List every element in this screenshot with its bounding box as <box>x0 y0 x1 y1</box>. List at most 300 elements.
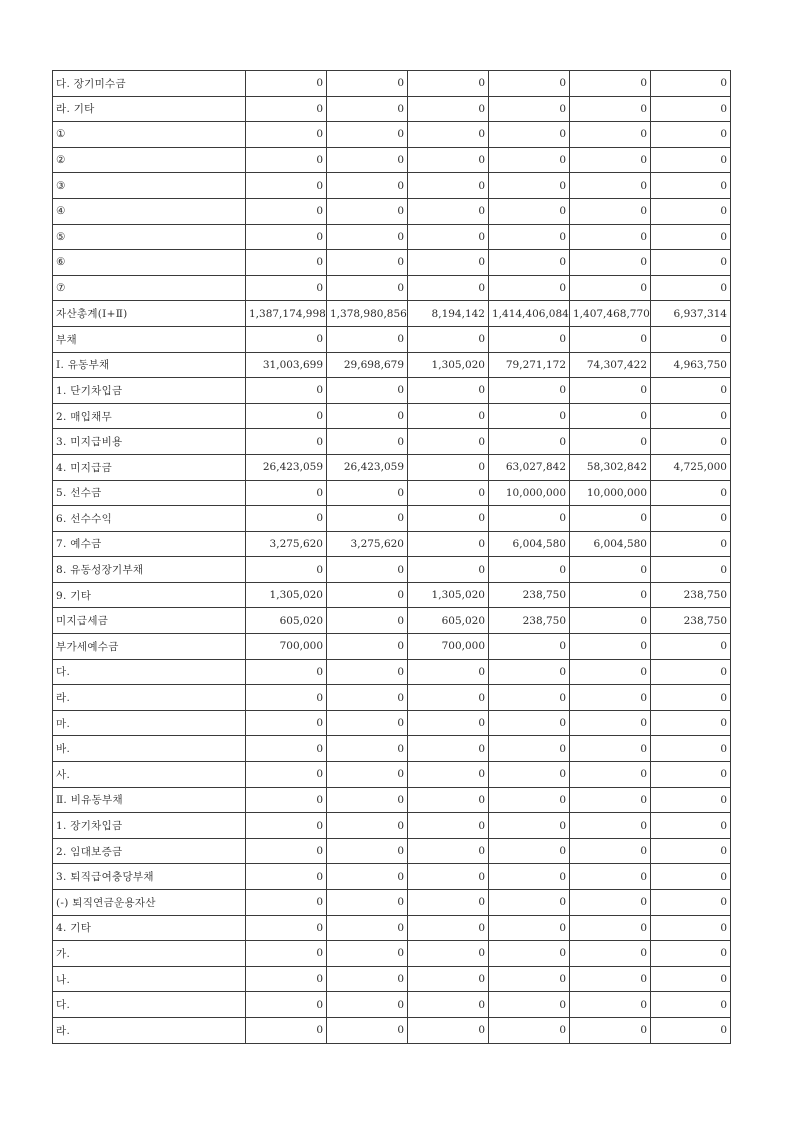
value-cell: 0 <box>489 96 570 122</box>
value-cell: 0 <box>570 96 651 122</box>
value-cell: 0 <box>408 250 489 276</box>
value-cell: 605,020 <box>246 608 327 634</box>
value-cell: 0 <box>651 122 731 148</box>
value-cell: 0 <box>327 557 408 583</box>
value-cell: 0 <box>327 275 408 301</box>
value-cell: 0 <box>327 250 408 276</box>
value-cell: 0 <box>246 813 327 839</box>
value-cell: 0 <box>651 71 731 97</box>
value-cell: 0 <box>246 736 327 762</box>
value-cell: 0 <box>327 966 408 992</box>
table-row <box>53 864 731 890</box>
value-cell: 31,003,699 <box>246 352 327 378</box>
value-cell: 0 <box>651 480 731 506</box>
value-cell: 0 <box>246 557 327 583</box>
table-row <box>53 736 731 762</box>
value-cell: 0 <box>570 787 651 813</box>
value-cell: 0 <box>651 813 731 839</box>
value-cell: 0 <box>570 813 651 839</box>
value-cell: 0 <box>246 173 327 199</box>
value-cell: 0 <box>327 838 408 864</box>
row-label: 7. 예수금 <box>53 531 246 557</box>
value-cell: 0 <box>570 198 651 224</box>
value-cell: 0 <box>327 96 408 122</box>
value-cell: 238,750 <box>489 582 570 608</box>
value-cell: 0 <box>570 608 651 634</box>
value-cell: 0 <box>246 224 327 250</box>
value-cell: 0 <box>489 147 570 173</box>
value-cell: 0 <box>408 890 489 916</box>
row-label: 1. 장기차입금 <box>53 813 246 839</box>
value-cell: 0 <box>327 506 408 532</box>
value-cell: 0 <box>570 71 651 97</box>
table-row <box>53 403 731 429</box>
value-cell: 0 <box>327 71 408 97</box>
value-cell: 0 <box>570 838 651 864</box>
value-cell: 0 <box>651 429 731 455</box>
value-cell: 0 <box>651 710 731 736</box>
value-cell: 0 <box>408 480 489 506</box>
row-label: 4. 미지급금 <box>53 454 246 480</box>
value-cell: 0 <box>489 762 570 788</box>
value-cell: 0 <box>246 122 327 148</box>
value-cell: 0 <box>246 326 327 352</box>
value-cell: 0 <box>408 557 489 583</box>
table-row <box>53 1017 731 1043</box>
value-cell: 0 <box>246 1017 327 1043</box>
value-cell: 0 <box>408 685 489 711</box>
value-cell: 0 <box>327 762 408 788</box>
value-cell: 0 <box>246 710 327 736</box>
value-cell: 1,414,406,084 <box>489 301 570 327</box>
value-cell: 0 <box>651 1017 731 1043</box>
value-cell: 0 <box>570 378 651 404</box>
value-cell: 26,423,059 <box>246 454 327 480</box>
table-row <box>53 326 731 352</box>
value-cell: 0 <box>489 224 570 250</box>
value-cell: 0 <box>327 403 408 429</box>
row-label: ⑦ <box>53 275 246 301</box>
value-cell: 0 <box>246 403 327 429</box>
row-label: 부채 <box>53 326 246 352</box>
value-cell: 0 <box>570 173 651 199</box>
value-cell: 0 <box>489 685 570 711</box>
value-cell: 0 <box>246 685 327 711</box>
value-cell: 0 <box>570 122 651 148</box>
value-cell: 0 <box>570 864 651 890</box>
value-cell: 0 <box>408 710 489 736</box>
value-cell: 29,698,679 <box>327 352 408 378</box>
value-cell: 0 <box>327 992 408 1018</box>
table-row <box>53 992 731 1018</box>
value-cell: 0 <box>246 966 327 992</box>
value-cell: 0 <box>246 480 327 506</box>
value-cell: 0 <box>570 634 651 660</box>
value-cell: 0 <box>651 198 731 224</box>
value-cell: 6,004,580 <box>489 531 570 557</box>
row-label: 자산총계(Ⅰ+Ⅱ) <box>53 301 246 327</box>
row-label: 9. 기타 <box>53 582 246 608</box>
table-row <box>53 352 731 378</box>
value-cell: 0 <box>570 966 651 992</box>
table-row <box>53 557 731 583</box>
row-label: 미지급세금 <box>53 608 246 634</box>
table-row <box>53 582 731 608</box>
value-cell: 0 <box>408 966 489 992</box>
value-cell: 0 <box>651 659 731 685</box>
value-cell: 0 <box>570 582 651 608</box>
value-cell: 0 <box>246 787 327 813</box>
table-row <box>53 659 731 685</box>
value-cell: 0 <box>570 762 651 788</box>
value-cell: 0 <box>651 915 731 941</box>
balance-sheet-table <box>52 70 731 1044</box>
value-cell: 0 <box>246 198 327 224</box>
value-cell: 0 <box>489 1017 570 1043</box>
row-label: ③ <box>53 173 246 199</box>
value-cell: 0 <box>408 941 489 967</box>
table-row <box>53 890 731 916</box>
value-cell: 0 <box>489 813 570 839</box>
value-cell: 0 <box>246 838 327 864</box>
value-cell: 0 <box>246 864 327 890</box>
value-cell: 0 <box>327 429 408 455</box>
value-cell: 26,423,059 <box>327 454 408 480</box>
value-cell: 0 <box>327 173 408 199</box>
value-cell: 0 <box>489 710 570 736</box>
value-cell: 0 <box>651 838 731 864</box>
value-cell: 0 <box>408 122 489 148</box>
value-cell: 0 <box>327 685 408 711</box>
table-row <box>53 685 731 711</box>
value-cell: 0 <box>327 582 408 608</box>
row-label: 나. <box>53 966 246 992</box>
value-cell: 0 <box>570 250 651 276</box>
value-cell: 0 <box>651 250 731 276</box>
value-cell: 0 <box>651 992 731 1018</box>
value-cell: 0 <box>408 736 489 762</box>
value-cell: 238,750 <box>489 608 570 634</box>
value-cell: 0 <box>246 429 327 455</box>
value-cell: 0 <box>570 710 651 736</box>
value-cell: 0 <box>651 275 731 301</box>
value-cell: 0 <box>651 506 731 532</box>
value-cell: 0 <box>651 147 731 173</box>
value-cell: 1,387,174,998 <box>246 301 327 327</box>
value-cell: 0 <box>489 557 570 583</box>
row-label: 3. 퇴직급여충당부채 <box>53 864 246 890</box>
value-cell: 0 <box>570 890 651 916</box>
value-cell: 0 <box>570 659 651 685</box>
table-row <box>53 96 731 122</box>
value-cell: 0 <box>408 147 489 173</box>
row-label: (-) 퇴직연금운용자산 <box>53 890 246 916</box>
value-cell: 0 <box>408 71 489 97</box>
value-cell: 0 <box>408 198 489 224</box>
value-cell: 0 <box>570 275 651 301</box>
value-cell: 0 <box>246 941 327 967</box>
value-cell: 0 <box>651 736 731 762</box>
table-row <box>53 147 731 173</box>
value-cell: 0 <box>246 890 327 916</box>
value-cell: 0 <box>570 429 651 455</box>
value-cell: 0 <box>246 915 327 941</box>
table-row <box>53 813 731 839</box>
value-cell: 0 <box>489 864 570 890</box>
value-cell: 0 <box>570 224 651 250</box>
row-label: 가. <box>53 941 246 967</box>
value-cell: 0 <box>327 941 408 967</box>
row-label: 라. 기타 <box>53 96 246 122</box>
table-row <box>53 275 731 301</box>
value-cell: 0 <box>408 326 489 352</box>
value-cell: 0 <box>408 454 489 480</box>
value-cell: 0 <box>408 659 489 685</box>
value-cell: 0 <box>489 736 570 762</box>
value-cell: 0 <box>246 275 327 301</box>
value-cell: 0 <box>489 634 570 660</box>
value-cell: 0 <box>570 736 651 762</box>
value-cell: 74,307,422 <box>570 352 651 378</box>
value-cell: 58,302,842 <box>570 454 651 480</box>
table-row <box>53 762 731 788</box>
value-cell: 0 <box>327 634 408 660</box>
table-row <box>53 480 731 506</box>
value-cell: 0 <box>651 96 731 122</box>
value-cell: 0 <box>651 378 731 404</box>
value-cell: 0 <box>327 608 408 634</box>
row-label: 다. 장기미수금 <box>53 71 246 97</box>
value-cell: 0 <box>489 838 570 864</box>
value-cell: 1,305,020 <box>408 582 489 608</box>
value-cell: 0 <box>408 429 489 455</box>
value-cell: 0 <box>246 659 327 685</box>
table-row <box>53 608 731 634</box>
value-cell: 0 <box>408 173 489 199</box>
table-row <box>53 966 731 992</box>
value-cell: 0 <box>408 813 489 839</box>
value-cell: 0 <box>408 403 489 429</box>
value-cell: 0 <box>408 992 489 1018</box>
value-cell: 0 <box>489 71 570 97</box>
value-cell: 0 <box>489 198 570 224</box>
value-cell: 0 <box>651 224 731 250</box>
row-label: 5. 선수금 <box>53 480 246 506</box>
value-cell: 10,000,000 <box>489 480 570 506</box>
value-cell: 0 <box>651 941 731 967</box>
value-cell: 0 <box>408 787 489 813</box>
value-cell: 63,027,842 <box>489 454 570 480</box>
value-cell: 0 <box>327 890 408 916</box>
value-cell: 10,000,000 <box>570 480 651 506</box>
row-label: ④ <box>53 198 246 224</box>
value-cell: 0 <box>246 96 327 122</box>
table-row <box>53 224 731 250</box>
value-cell: 0 <box>651 531 731 557</box>
value-cell: 0 <box>408 915 489 941</box>
value-cell: 605,020 <box>408 608 489 634</box>
value-cell: 0 <box>651 762 731 788</box>
value-cell: 0 <box>489 890 570 916</box>
value-cell: 0 <box>651 403 731 429</box>
value-cell: 0 <box>327 864 408 890</box>
value-cell: 0 <box>246 378 327 404</box>
value-cell: 0 <box>246 250 327 276</box>
table-row <box>53 173 731 199</box>
value-cell: 0 <box>327 659 408 685</box>
value-cell: 0 <box>327 326 408 352</box>
value-cell: 0 <box>327 915 408 941</box>
row-label: ⑥ <box>53 250 246 276</box>
row-label: 3. 미지급비용 <box>53 429 246 455</box>
row-label: ② <box>53 147 246 173</box>
value-cell: 0 <box>408 96 489 122</box>
table-row <box>53 531 731 557</box>
row-label: Ⅰ. 유동부채 <box>53 352 246 378</box>
value-cell: 0 <box>489 173 570 199</box>
value-cell: 0 <box>651 557 731 583</box>
row-label: 2. 매입채무 <box>53 403 246 429</box>
value-cell: 0 <box>651 787 731 813</box>
value-cell: 0 <box>327 480 408 506</box>
table-row <box>53 301 731 327</box>
value-cell: 0 <box>327 813 408 839</box>
table-row <box>53 506 731 532</box>
value-cell: 79,271,172 <box>489 352 570 378</box>
value-cell: 0 <box>651 326 731 352</box>
value-cell: 0 <box>651 890 731 916</box>
row-label: 다. <box>53 992 246 1018</box>
table-row <box>53 941 731 967</box>
value-cell: 0 <box>327 122 408 148</box>
value-cell: 238,750 <box>651 582 731 608</box>
value-cell: 0 <box>489 941 570 967</box>
table-row <box>53 378 731 404</box>
value-cell: 0 <box>489 429 570 455</box>
value-cell: 1,305,020 <box>408 352 489 378</box>
value-cell: 0 <box>651 864 731 890</box>
value-cell: 0 <box>489 787 570 813</box>
value-cell: 0 <box>327 147 408 173</box>
table-row <box>53 429 731 455</box>
value-cell: 0 <box>408 864 489 890</box>
value-cell: 4,963,750 <box>651 352 731 378</box>
value-cell: 0 <box>327 736 408 762</box>
table-body <box>53 71 731 1044</box>
value-cell: 0 <box>570 403 651 429</box>
row-label: Ⅱ. 비유동부채 <box>53 787 246 813</box>
value-cell: 0 <box>246 147 327 173</box>
value-cell: 4,725,000 <box>651 454 731 480</box>
value-cell: 0 <box>327 378 408 404</box>
value-cell: 0 <box>570 685 651 711</box>
value-cell: 0 <box>408 762 489 788</box>
row-label: 1. 단기차입금 <box>53 378 246 404</box>
value-cell: 0 <box>408 224 489 250</box>
row-label: 라. <box>53 685 246 711</box>
value-cell: 6,937,314 <box>651 301 731 327</box>
value-cell: 0 <box>246 506 327 532</box>
row-label: 바. <box>53 736 246 762</box>
row-label: 2. 임대보증금 <box>53 838 246 864</box>
value-cell: 238,750 <box>651 608 731 634</box>
value-cell: 3,275,620 <box>246 531 327 557</box>
table-row <box>53 634 731 660</box>
value-cell: 0 <box>408 531 489 557</box>
value-cell: 0 <box>489 992 570 1018</box>
value-cell: 0 <box>489 506 570 532</box>
row-label: 라. <box>53 1017 246 1043</box>
table-row <box>53 787 731 813</box>
value-cell: 0 <box>408 506 489 532</box>
value-cell: 0 <box>489 659 570 685</box>
value-cell: 0 <box>489 326 570 352</box>
value-cell: 0 <box>570 147 651 173</box>
value-cell: 0 <box>327 787 408 813</box>
value-cell: 0 <box>570 992 651 1018</box>
value-cell: 1,407,468,770 <box>570 301 651 327</box>
value-cell: 0 <box>489 250 570 276</box>
value-cell: 0 <box>408 1017 489 1043</box>
table-row <box>53 71 731 97</box>
value-cell: 0 <box>570 941 651 967</box>
value-cell: 0 <box>570 326 651 352</box>
value-cell: 0 <box>570 506 651 532</box>
row-label: 4. 기타 <box>53 915 246 941</box>
value-cell: 0 <box>570 1017 651 1043</box>
value-cell: 0 <box>408 378 489 404</box>
document-sheet <box>52 70 731 1044</box>
value-cell: 0 <box>489 378 570 404</box>
value-cell: 0 <box>570 915 651 941</box>
value-cell: 0 <box>651 173 731 199</box>
value-cell: 0 <box>327 224 408 250</box>
table-row <box>53 122 731 148</box>
table-row <box>53 710 731 736</box>
value-cell: 0 <box>327 198 408 224</box>
value-cell: 0 <box>489 966 570 992</box>
value-cell: 0 <box>651 685 731 711</box>
row-label: 부가세예수금 <box>53 634 246 660</box>
value-cell: 0 <box>489 275 570 301</box>
value-cell: 0 <box>489 403 570 429</box>
value-cell: 0 <box>408 838 489 864</box>
value-cell: 8,194,142 <box>408 301 489 327</box>
row-label: 6. 선수수익 <box>53 506 246 532</box>
row-label: 다. <box>53 659 246 685</box>
row-label: 사. <box>53 762 246 788</box>
value-cell: 0 <box>489 915 570 941</box>
table-row <box>53 250 731 276</box>
table-row <box>53 838 731 864</box>
row-label: ① <box>53 122 246 148</box>
value-cell: 0 <box>489 122 570 148</box>
value-cell: 0 <box>246 762 327 788</box>
value-cell: 700,000 <box>246 634 327 660</box>
table-row <box>53 198 731 224</box>
value-cell: 0 <box>408 275 489 301</box>
row-label: 마. <box>53 710 246 736</box>
value-cell: 6,004,580 <box>570 531 651 557</box>
table-row <box>53 454 731 480</box>
value-cell: 0 <box>327 710 408 736</box>
value-cell: 0 <box>246 992 327 1018</box>
value-cell: 0 <box>651 966 731 992</box>
value-cell: 3,275,620 <box>327 531 408 557</box>
value-cell: 1,305,020 <box>246 582 327 608</box>
value-cell: 700,000 <box>408 634 489 660</box>
value-cell: 0 <box>327 1017 408 1043</box>
